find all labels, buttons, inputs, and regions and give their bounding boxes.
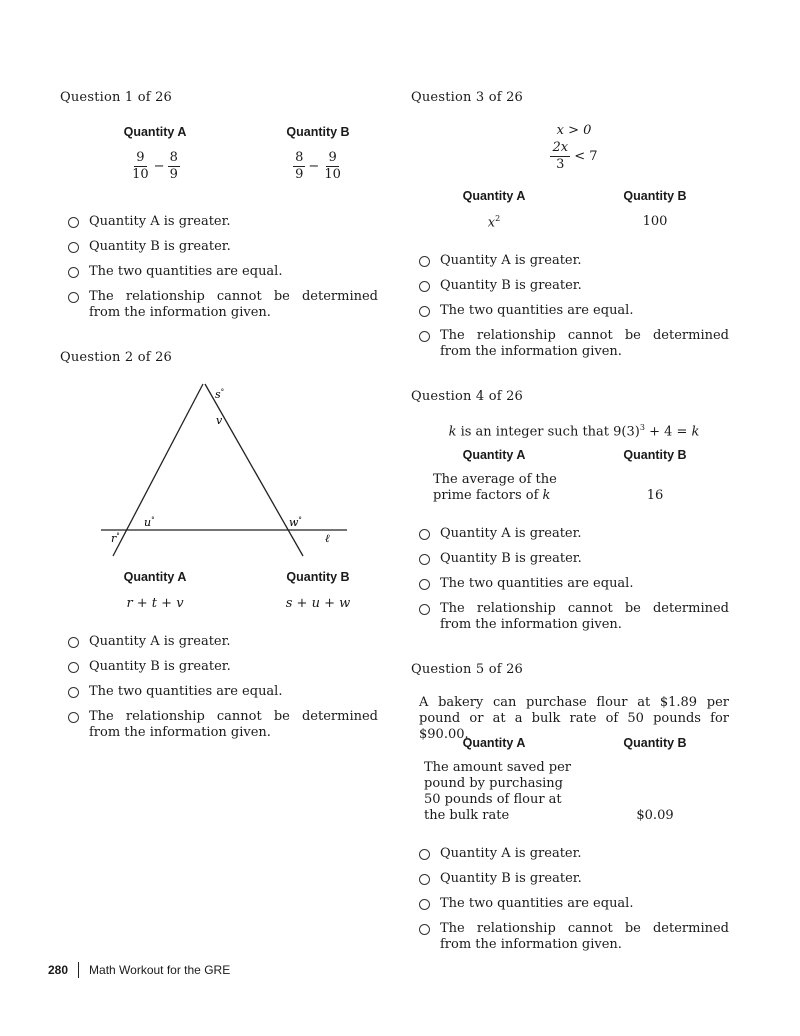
q5-answer-choices — [419, 846, 729, 955]
q3-answer-choices — [419, 253, 729, 362]
radio-icon[interactable] — [419, 306, 430, 317]
q3-choice-d[interactable]: The relationship cannot be determined from the information given. — [419, 328, 729, 362]
radio-icon[interactable] — [419, 874, 430, 885]
q4-choice-a[interactable]: Quantity A is greater. — [419, 526, 729, 551]
q3-quantity-a-label: Quantity A — [462, 189, 526, 203]
q5-quantity-a-label: Quantity A — [462, 736, 526, 750]
radio-icon[interactable] — [68, 242, 79, 253]
radio-icon[interactable] — [419, 281, 430, 292]
q5-choice-d[interactable]: The relationship cannot be determined from the information given. — [419, 921, 729, 955]
label-s: s° — [215, 388, 225, 401]
q2-answer-choices — [68, 634, 378, 743]
radio-icon[interactable] — [419, 529, 430, 540]
radio-icon[interactable] — [419, 924, 430, 935]
q3-choice-b[interactable]: Quantity B is greater. — [419, 278, 729, 303]
q2-title: Question 2 of 26 — [60, 350, 173, 365]
radio-icon[interactable] — [68, 637, 79, 648]
q5-quantity-a-value: The amount saved per pound by purchasing 50 pounds of flour at the bulk rate — [424, 760, 572, 823]
q4-choice-c[interactable]: The two quantities are equal. — [419, 576, 729, 601]
q2-quantity-a-label: Quantity A — [123, 570, 187, 584]
radio-icon[interactable] — [419, 256, 430, 267]
q3-quantity-b-label: Quantity B — [623, 189, 687, 203]
q3-choice-c[interactable]: The two quantities are equal. — [419, 303, 729, 328]
radio-icon[interactable] — [68, 662, 79, 673]
radio-icon[interactable] — [419, 899, 430, 910]
q5-quantity-b-value: $0.09 — [636, 808, 674, 823]
radio-icon[interactable] — [419, 331, 430, 342]
radio-icon[interactable] — [68, 712, 79, 723]
footer-divider — [78, 962, 79, 978]
q1-quantity-b-value: $\frac{8}{9}$ − $\frac{9}{10}$ — [295, 150, 341, 182]
radio-icon[interactable] — [419, 849, 430, 860]
q2-triangle-figure — [95, 378, 365, 558]
q2-choice-d[interactable]: The relationship cannot be determined from the information given. — [68, 709, 378, 743]
q1-title: Question 1 of 26 — [60, 90, 173, 105]
q1-answer-choices — [68, 214, 378, 323]
q1-quantity-a-value: $\frac{9}{10}$ − $\frac{8}{9}$ — [132, 150, 178, 182]
q4-prompt: k is an integer such that $9(3)^3 + 4 = k$ — [448, 423, 700, 440]
book-title: Math Workout for the GRE — [89, 963, 231, 977]
q1-choice-c[interactable]: The two quantities are equal. — [68, 264, 378, 289]
q3-condition-2: $\frac{2x}{3}$ < 7 — [552, 140, 598, 172]
q1-quantity-a-label: Quantity A — [123, 125, 187, 139]
q5-quantity-b-label: Quantity B — [623, 736, 687, 750]
q3-quantity-a-value: $x^2$ — [487, 214, 501, 231]
label-r: r° — [111, 532, 120, 545]
q3-choice-a[interactable]: Quantity A is greater. — [419, 253, 729, 278]
q5-choice-b[interactable]: Quantity B is greater. — [419, 871, 729, 896]
radio-icon[interactable] — [68, 292, 79, 303]
q5-choice-c[interactable]: The two quantities are equal. — [419, 896, 729, 921]
q4-choice-d[interactable]: The relationship cannot be determined from the information given. — [419, 601, 729, 635]
q4-quantity-b-label: Quantity B — [623, 448, 687, 462]
q5-title: Question 5 of 26 — [411, 662, 524, 677]
q4-title: Question 4 of 26 — [411, 389, 524, 404]
q1-choice-d[interactable]: The relationship cannot be determined from the information given. — [68, 289, 378, 323]
radio-icon[interactable] — [419, 604, 430, 615]
label-w: w° — [289, 516, 302, 529]
q2-choice-b[interactable]: Quantity B is greater. — [68, 659, 378, 684]
q4-choice-b[interactable]: Quantity B is greater. — [419, 551, 729, 576]
page-footer — [48, 962, 230, 978]
q1-quantity-b-label: Quantity B — [286, 125, 350, 139]
q3-condition-1: x > 0 — [556, 123, 592, 138]
q2-quantity-b-value: s + u + w — [285, 596, 351, 611]
label-v: v — [216, 414, 223, 427]
q4-answer-choices — [419, 526, 729, 635]
q2-choice-c[interactable]: The two quantities are equal. — [68, 684, 378, 709]
q1-choice-b[interactable]: Quantity B is greater. — [68, 239, 378, 264]
page-number: 280 — [48, 963, 69, 977]
q3-title: Question 3 of 26 — [411, 90, 524, 105]
q5-choice-a[interactable]: Quantity A is greater. — [419, 846, 729, 871]
q5-prompt: A bakery can purchase flour at $1.89 per pound or at a bulk rate of 50 pounds for $90.00. — [419, 695, 729, 742]
q2-choice-a[interactable]: Quantity A is greater. — [68, 634, 378, 659]
q4-quantity-a-value: The average of the prime factors of k — [433, 472, 557, 503]
radio-icon[interactable] — [68, 217, 79, 228]
radio-icon[interactable] — [419, 554, 430, 565]
q2-quantity-b-label: Quantity B — [286, 570, 350, 584]
label-l: ℓ — [325, 532, 330, 545]
radio-icon[interactable] — [68, 267, 79, 278]
radio-icon[interactable] — [419, 579, 430, 590]
q3-quantity-b-value: 100 — [642, 214, 668, 229]
q2-quantity-a-value: r + t + v — [126, 596, 184, 611]
label-u: u° — [144, 516, 155, 529]
q1-choice-a[interactable]: Quantity A is greater. — [68, 214, 378, 239]
q4-quantity-b-value: 16 — [646, 488, 664, 503]
radio-icon[interactable] — [68, 687, 79, 698]
q4-quantity-a-label: Quantity A — [462, 448, 526, 462]
